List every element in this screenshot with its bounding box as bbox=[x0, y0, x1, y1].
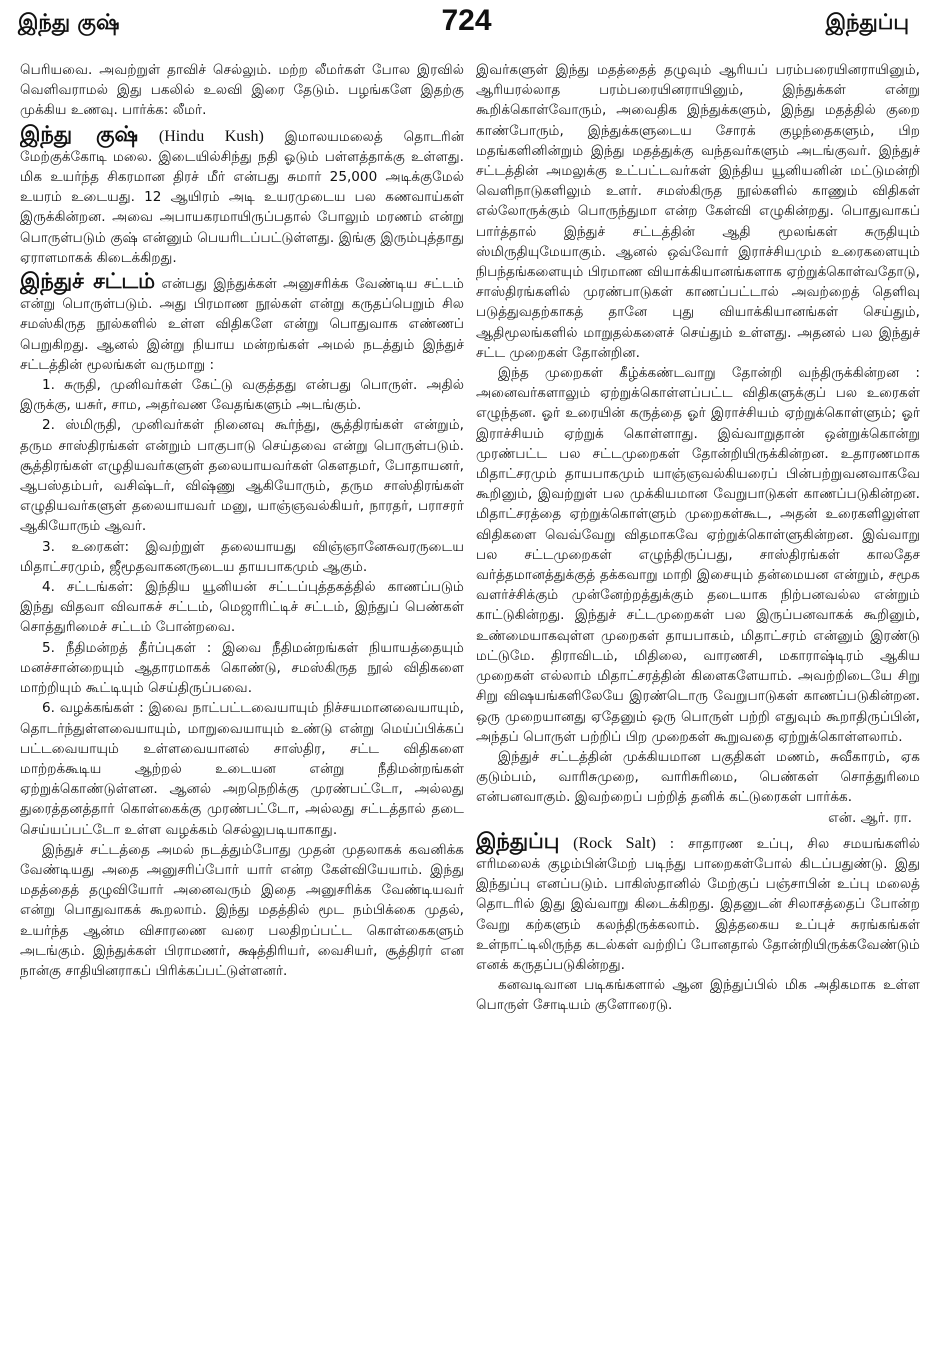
entry-latin-name: (Hindu Kush) bbox=[158, 127, 264, 145]
entry-heading: இந்து குஷ் bbox=[20, 121, 138, 146]
list-item: 6. வழக்கங்கள் : இவை நாட்பட்டவையாயும் நிச்சயமானவையாயும், தொடர்ந்துள்ளவையாயும், மாறுவையாயும் உண்டு என்று மெய்ப்பிக்கப் பட்டவையாயும் உள்ளவையானல் சாஸ்திர, சட்ட விதிகளை மாற்றக்கூடிய ஆற்றல் உடையன என்று நீதிமன்றங்கள் ஏற்றுக்கொண்டுள்ளன. ஆனல் அறநெறிக்கு முரண்பட்டோ, அல்லது துரைத்தனத்தார் கொள்கைக்கு முரண்பட்டோ, அல்லது சட்டத்தால் தடை செய்யப்பட்டோ உள்ள வழக்கம் செல்லுபடியாகாது. bbox=[20, 700, 464, 838]
entry-heading: இந்துச் சட்டம் bbox=[20, 269, 156, 294]
author-signature: என். ஆர். ரா. bbox=[828, 809, 912, 826]
right-column bbox=[476, 60, 920, 1350]
list-item: 3. உரைகள்: இவற்றுள் தலையாயது விஞ்ஞானேசுவரருடைய மிதாட்சரமும், ஜீமூதவாகனருடைய தாயபாகமும் ஆகும். bbox=[20, 538, 464, 575]
rock-salt-entry bbox=[476, 828, 920, 975]
running-head-right: இந்துப்பு bbox=[825, 10, 909, 34]
paragraph: கனவடிவான படிகங்களால் ஆன இந்துப்பில் மிக அதிகமாக உள்ள பொருள் சோடியம் குளோரைடு. bbox=[476, 977, 920, 1014]
paragraph: இந்த முறைகள் கீழ்க்கண்டவாறு தோன்றி வந்திருக்கின்றன : அனைவர்களாலும் ஏற்றுக்கொள்ளப்பட்ட விதிகளுக்குப் பல உரைகள் எழுந்தன. ஓர் உரையின் கருத்தை ஓர் இராச்சியம் ஏற்றுக்கொள்ளும்; ஓர் இராச்சியம் ஏற்றுக் கொள்ளாது. இவ்வாறுதான் ஒன்றுக்கொன்று முரண்பட்ட பல சட்டமுறைகள் தோன்றியிருக்கின்றன. உதாரணமாக மிதாட்சரமும் தாயபாகமும் யாஞ்ஞவல்கியரைப் பின்பற்றுவனவாகவே கூறினும், இவற்றுள் பல முக்கியமான வேறுபாடுகள் காணப்படுகின்றன. மிதாட்சரத்தை ஏற்றுக்கொள்ளும் முறைகள்கூட, அதன் உரைகளிலுள்ள விதிகளை வெவ்வேறு விதமாகவே ஏற்றுக்கொள்ளுகின்றன. இவ்வாறு பல சட்டமுறைகள் எழுந்திருப்பது, சாஸ்திரங்கள் காலதேச வர்த்தமானத்துக்குத் தக்கவாறு மாறி இசையும் தன்மையன என்றும், சமூக வளர்ச்சிக்கும் முன்னேற்றத்துக்கும் தடையாக நிற்பனவல்ல என்றும் காட்டுகின்றது. இந்துச் சட்டமுறைகள் பல இருப்பனவாகக் கூறினும், உண்மையாகவுள்ள முறைகள் தாயபாகம், மிதாட்சரம் என்னும் இரண்டு மட்டுமே. திராவிடம், மிதிலை, வாரணசி, மகாராஷ்டிரம் ஆகிய முறைகள் எல்லாம் மிதாட்சரத்தின் கிளைகளேயாம். அவற்றிடையே சிறு சிறு விஷயங்களிலேயே இரண்டொரு வேறுபாடுகள் காணப்படுகின்றன. ஒரு முறையானது ஏதேனும் ஒரு பொருள் பற்றி எதுவும் கூறாதிருப்பின், அந்தப் பொருள் பற்றிப் பிற முறைகள் கூறுவதை ஏற்றுக்கொள்ளலாம். bbox=[476, 365, 920, 745]
page-number: 724 bbox=[441, 4, 492, 37]
list-item: 4. சட்டங்கள்: இந்திய யூனியன் சட்டப்புத்தகத்தில் காணப்படும் இந்து விதவா விவாகச் சட்டம், மெஜாரிட்டிச் சட்டம், இந்துப் பெண்கள் சொத்துரிமைச் சட்டம் போன்றவை. bbox=[20, 579, 464, 636]
left-column bbox=[20, 60, 464, 1350]
running-head-left: இந்து குஷ் bbox=[18, 10, 120, 34]
hindu-law-entry bbox=[20, 268, 464, 375]
list-item: 2. ஸ்மிருதி, முனிவர்கள் நினைவு கூர்ந்து, சூத்திரங்கள் என்றும், தரும சாஸ்திரங்கள் என்றும் பாகுபாடு செய்தவை என்று பொருள்படும். சூத்திரங்கள் எழுதியவர்களுள் தலையாயவர்கள் கௌதமர், போதாயனர், ஆபஸ்தம்பர், வசிஷ்டர், விஷ்ணு ஆகியோரும், தரும சாஸ்திரங்கள் எழுதியவர்களுள் தலையாயவர் மனு, யாஞ்ஞவல்கியர், நாரதர், பராசரர் ஆகியோரும் ஆவர். bbox=[20, 417, 464, 535]
entry-heading: இந்துப்பு bbox=[476, 828, 560, 853]
paragraph: இந்துச் சட்டத்தை அமல் நடத்தும்போது முதன் முதலாகக் கவனிக்க வேண்டியது அதை அனுசரிப்போர் யார் என்ற கேள்வியேயாம். இந்து மதத்தைத் தழுவியோர் அனைவரும் இதை அனுசரிக்க வேண்டியவர் என்று பொதுவாகக் கூறலாம். இந்து மதத்தில் மூட நம்பிக்கை முதல், உயர்ந்த ஆன்ம விசாரணை வரை பலதிறப்பட்ட கொள்கைகளும் அடங்கும். இந்துக்கள் பிராமணர், க்ஷத்திரியர், வைசியர், சூத்திரர் என நான்கு சாதியினராகப் பிரிக்கப்பட்டுள்ளனர். bbox=[20, 841, 464, 979]
entry-body: இமாலயமலைத் தொடரின் மேற்குக்கோடி மலை. இடையில்சிந்து நதி ஓடும் பள்ளத்தாக்கு உள்ளது. மிக உயர்ந்த சிகரமான திரச் மீர் என்பது சுமார் 25,000 அடிக்குமேல் உயரம் உடையது. 12 ஆயிரம் அடி உயரமுடைய பல கணவாய்கள் இருக்கின்றன. அவை அபாயகரமாயிருப்பதால் போலும் மரணம் என்று பொருள்படும் குஷ் என்னும் பெயரிடப்பட்டுள்ளது. இங்கு இரும்புத்தாது ஏராளமாகக் கிடைக்கிறது. bbox=[20, 128, 464, 266]
list-item: 1. சுருதி, முனிவர்கள் கேட்டு வகுத்தது என்பது பொருள். அதில் இருக்கு, யசுர், சாம, அதர்வண வேதங்களும் அடங்கும். bbox=[20, 377, 464, 414]
entry-latin-name: (Rock Salt) bbox=[573, 834, 656, 852]
page-header bbox=[0, 0, 933, 52]
paragraph: இவர்களுள் இந்து மதத்தைத் தழுவும் ஆரியப் பரம்பரையினராயினும், ஆரியரல்லாத பரம்பரையினராயினும், இந்துக்கள் என்று கூறிக்கொள்வோரும், அவைதிக இந்துக்களும், இந்து மதத்தில் குறை காண்போரும், இந்துக்களுடைய சோரக் குழந்தைகளும், பிற மதங்களினின்றும் இந்து மதத்துக்கு வந்தவர்களும் அடங்குவர். இந்துச் சட்டத்தின் அமலுக்கு உட்பட்டவர்கள் இந்திய யூனியனின் மட்டுமன்றி வெளிநாடுகளிலும் உளர். சமஸ்கிருத நூல்களில் காணும் விதிகள் எல்லோருக்கும் பொருந்துமா என்ற கேள்வி எழுகின்றது. பொதுவாகப் பார்த்தால் இந்துச் சட்டத்தின் ஆதி மூலங்கள் சுருதியும் ஸ்மிருதியுமேயாகும். ஆனல் ஒவ்வோர் இராச்சியமும் உரைகளையும் நிபந்தங்களையும் பிரமாண வியாக்கியானங்களாக ஏற்றுக்கொள்வதோடு, சாஸ்திரங்களில் முரண்பாடுகள் காணப்பட்டால் அவற்றைத் தெளிவு படுத்துவதற்காகத் தானே புது வியாக்கியானங்கள் செய்தும், ஆதிமூலங்களில் மாறுதல்களைச் செய்தும் உள்ளது. அதனல் பல இந்துச் சட்ட முறைகள் தோன்றின. bbox=[476, 62, 920, 361]
list-item: 5. நீதிமன்றத் தீர்ப்புகள் : இவை நீதிமன்றங்கள் நியாயத்தையும் மனச்சான்றையும் ஆதாரமாகக் கொண்டு, சமஸ்கிருத நூல் விதிகளை மாற்றியும் கூட்டியும் செய்திருப்பவை. bbox=[20, 639, 464, 697]
entry-body: என்பது இந்துக்கள் அனுசரிக்க வேண்டிய சட்டம் என்று பொருள்படும். அது பிரமாண நூல்கள் என்று கருதப்பெறும் சில சமஸ்கிருத நூல்களில் உள்ள விதிகளே என்று பொதுவாக எண்ணப் பெறுகிறது. ஆனல் இன்று நியாய மன்றங்கள் அமல் நடத்தும் இந்துச் சட்டத்தின் மூலங்கள் வருமாறு : bbox=[20, 276, 464, 373]
paragraph: இந்துச் சட்டத்தின் முக்கியமான பகுதிகள் மணம், சுவீகாரம், ஏக குடும்பம், வாரிசுமுறை, வாரிசுரிமை, பெண்கள் சொத்துரிமை என்பனவாகும். இவற்றைப் பற்றித் தனிக் கட்டுரைகள் பார்க்க. bbox=[476, 748, 920, 806]
hindu-kush-entry bbox=[20, 121, 464, 268]
lemur-entry-tail: பெரியவை. அவற்றுள் தாவிச் செல்லும். மற்ற லீமர்கள் போல இரவில் வெளிவராமல் இது பகலில் உலவி இரை தேடும். பழங்களே இதற்கு முக்கிய உணவு. பார்க்க: லீமர். bbox=[20, 62, 464, 119]
entry-body: : சாதாரண உப்பு, சில சமயங்களில் எரிமலைக் குழம்பின்மேற் படிந்து பாறைகள்போல் கிடப்பதுண்டு. இது இந்துப்பு எனப்படும். பாகிஸ்தானில் மேற்குப் பஞ்சாபின் உப்பு மலைத் தொடரில் இது இவ்வாறு கிடைக்கிறது. இதனுடன் சிலாசத்தைப் போன்ற வேறு கற்களும் கலந்திருக்கலாம். இத்தகைய உப்புச் சுரங்கங்கள் உள்நாட்டிலிருந்த கடல்கள் வற்றிப் போனதால் தோன்றியிருக்கவேண்டும் எனக் கருதப்படுகின்றது. bbox=[476, 835, 920, 973]
